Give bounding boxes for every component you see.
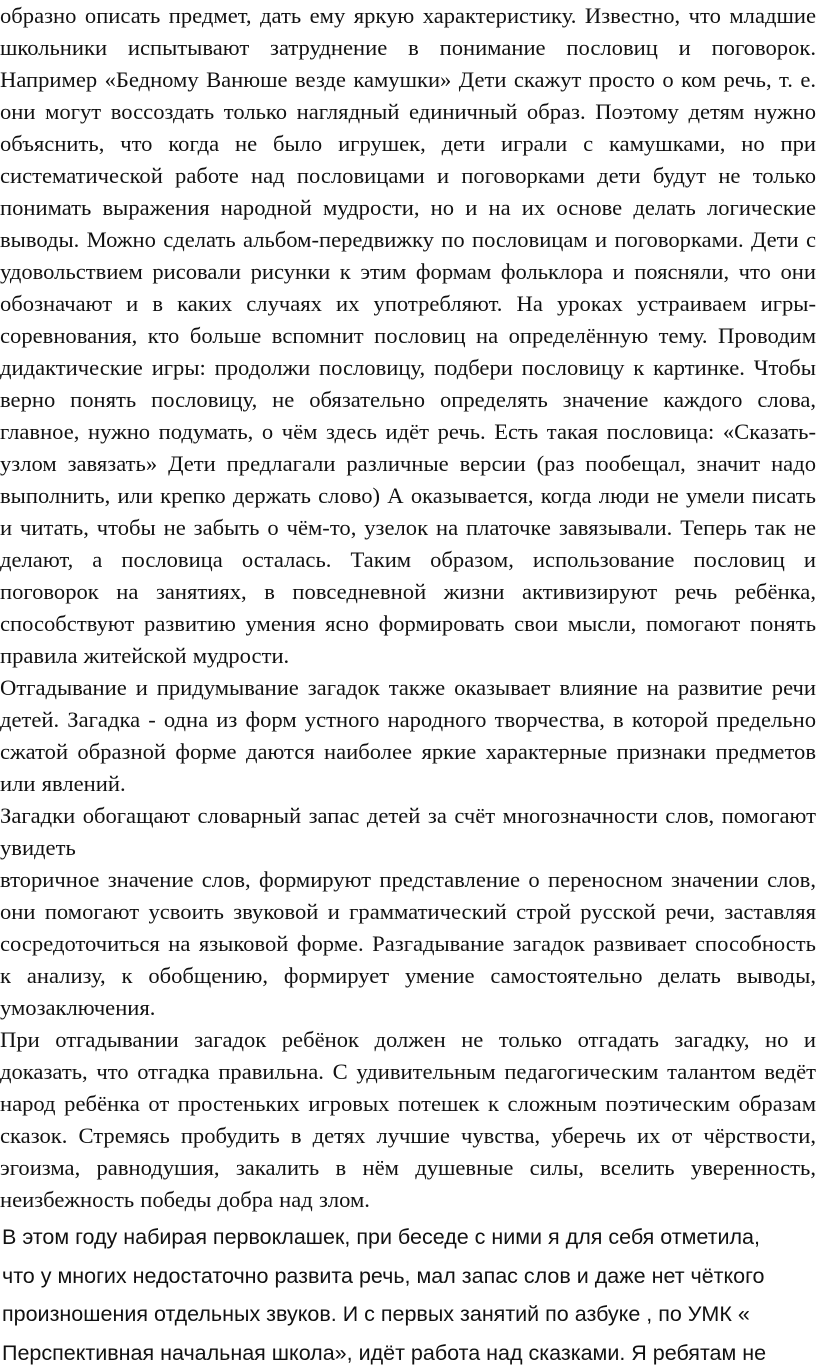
paragraph-proverbs: образно описать предмет, дать ему яркую характеристику. Известно, что младшие школьники испытывают затруднение в понимание пословиц и поговорок. Например «Бедному Ванюше везде камушки» Дети скажут просто о ком речь, т. е. они могут воссоздать только наглядный единичный образ. Поэтому детям нужно объяснить, что когда не было игрушек, дети играли с камушками, но при систематической работе над пословицами и поговорками дети будут не только понимать выражения народной мудрости, но и на их основе делать логические выводы. Можно сделать альбом-передвижку по пословицам и поговорками. Дети с удовольствием рисовали рисунки к этим формам фольклора и поясняли, что они обозначают и в каких случаях их употребляют. На уроках устраиваем игры-соревнования, кто больше вспомнит пословиц на определённую тему. Проводим дидактические игры: продолжи пословицу, подбери пословицу к картинке. Чтобы верно понять пословицу, не обязательно определять значение каждого слова, главное, нужно подумать, о чём здесь идёт речь. Есть такая пословица: «Сказать- узлом завязать» Дети предлагали различные версии (раз пообещал, значит надо выполнить, или крепко держать слово) А оказывается, когда люди не умели писать и читать, чтобы не забыть о чём-то, узелок на платочке завязывали. Теперь так не делают, а пословица осталась. Таким образом, использование пословиц и поговорок на занятиях, в повседневной жизни активизируют речь ребёнка, способствуют развитию умения ясно формировать свои мысли, помогают понять правила житейской мудрости. bbox=[0, 3, 816, 668]
paragraph-riddles-guessing: При отгадывании загадок ребёнок должен не только отгадать загадку, но и доказать, что отгадка правильна. С удивительным педагогическим талантом ведёт народ ребёнка от простеньких игровых потешек к сложным поэтическим образам сказок. Стремясь пробудить в детях лучшие чувства, уберечь их от чёрствости, эгоизма, равнодушия, закалить в нём душевные силы, вселить уверенность, неизбежность победы добра над злом. bbox=[0, 1027, 816, 1212]
text-line: что у многих недостаточно развита речь, мал запас слов и даже нет чёткого bbox=[2, 1263, 765, 1288]
text-line: В этом году набирая первоклашек, при беседе с ними я для себя отметила, bbox=[2, 1225, 760, 1249]
text-line: Перспективная начальная школа», идёт работа над сказками. Я ребятам не bbox=[2, 1340, 767, 1365]
paragraph-riddles-vocabulary: Загадки обогащают словарный запас детей за счёт многозначности слов, помогают увидеть bbox=[0, 803, 816, 860]
paragraph-riddles-meaning: вторичное значение слов, формируют представление о переносном значении слов, они помогают усвоить звуковой и грамматический строй русской речи, заставляя сосредоточиться на языковой форме. Разгадывание загадок развивает способность к анализу, к обобщению, формирует умение самостоятельно делать выводы, умозаключения. bbox=[0, 867, 816, 1020]
paragraph-first-graders bbox=[0, 1216, 816, 1372]
text-line: произношения отдельных звуков. И с первых занятий по азбуке , по УМК « bbox=[2, 1302, 750, 1327]
paragraph-riddles-intro: Отгадывание и придумывание загадок также оказывает влияние на развитие речи детей. Загадка - одна из форм устного народного творчества, в которой предельно сжатой образной форме даются наиболее яркие характерные признаки предметов или явлений. bbox=[0, 675, 816, 796]
